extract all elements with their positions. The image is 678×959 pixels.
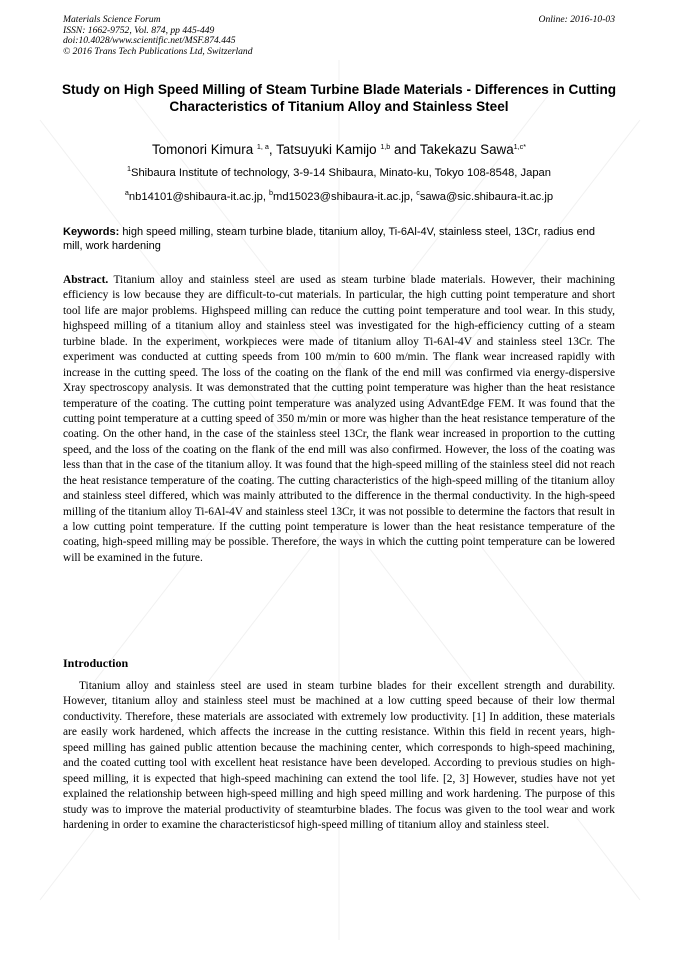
affiliation (40, 166, 638, 180)
affiliation-text: Shibaura Institute of technology, 3-9-14 Shibaura, Minato-ku, Tokyo 108-8548, Japan (130, 167, 551, 179)
journal-name: Materials Science Forum (63, 14, 161, 25)
author-list: Tomonori Kimura $^{1, a}$, Tatsuyuki Kamijo $^{1,b}$ and Takekazu Sawa$^{1,c*}$ (151, 142, 527, 157)
introduction-text: Titanium alloy and stainless steel are used in steam turbine blades for their excellent strength and durability. However, titanium alloy and stainless steel must be machined at a low cutting speed because of their low thermal conductivity. Therefore, these materials are associated with extremely low productivity. [1] In addition, these materials are easily work hardened, which affects the increase in the cutting resistance. Within this field in recent years, high-speed milling has gained public attention because the machining center, which corresponds to high-speed machining, and the coated cutting tool with excellent heat resistance have been developed. According to previous studies on high-speed milling, it is expected that high-speed machining can extend the tool life. [2, 3] However, studies have not yet explained the relationship between high-speed milling and high speed milling and work hardening. The purpose of this study was to improve the material productivity of steamturbine blades. The focus was given to the tool wear and work hardening in order to examine the characteristicsof high-speed milling of titanium alloy and stainless steel. (63, 680, 615, 831)
paper-title: Study on High Speed Milling of Steam Turbine Blade Materials - Differences in Cutting Characteristics of Titanium Alloy and Stainless Steel (61, 82, 617, 114)
online-date: Online: 2016-10-03 (538, 14, 615, 25)
email-list: $^a$nb14101@shibaura-it.ac.jp, $^b$md15023@shibaura-it.ac.jp, $^c$sawa@sic.shibaura-it.ac.jp (124, 188, 554, 203)
email-link[interactable]: nb14101@shibaura-it.ac.jp (128, 191, 263, 203)
author-sup: 1,b (380, 142, 391, 151)
email-link[interactable]: md15023@shibaura-it.ac.jp (273, 191, 411, 203)
affiliation-sup: 1 (126, 164, 131, 173)
email-link[interactable]: sawa@sic.shibaura-it.ac.jp (419, 191, 554, 203)
copyright-line: © 2016 Trans Tech Publications Ltd, Switzerland (63, 45, 253, 57)
abstract-text: Titanium alloy and stainless steel are used as steam turbine blade materials. However, their machining efficiency is low because they are difficult-to-cut materials. In particular, the high cutting point temperature and short tool life are major problems. Highspeed milling can reduce the cutting point temperature and tool wear. In this study, highspeed milling of a titanium alloy and stainless steel was investigated for the high-efficiency cutting of a steam turbine blade. In the experiment, workpieces were made of titanium alloy Ti-6Al-4V and stainless steel 13Cr. The experiment was conducted at cutting speeds from 100 m/min to 600 m/min. The flank wear increased rapidly with increase in the cutting speed. The loss of the coating on the flank of the end mill was confirmed via energy-dispersive Xray spectroscopy analysis. It was demonstrated that the cutting point temperature was higher than the heat resistance temperature of the coating. The cutting point temperature was analyzed using AdvantEdge FEM. It was found that the cutting point temperature at a cutting speed of 350 m/min or more was higher than the heat resistance temperature of the coating. On the other hand, in the case of the stainless steel 13Cr, the flank wear increased in proportion to the cutting speed, and the loss of the coating on the flank of the end mill was also confirmed. However, the loss of the coating was less than that in the case of the titanium alloy. It was found that the high-speed milling of the stainless steel did not reach the heat resistance temperature of the coating. The cutting characteristics of the high-speed milling of the titanium alloy and stainless steel differed, which was mainly attributed to the difference in the thermal conductivity. In the high-speed milling of the titanium alloy Ti-6Al-4V and stainless steel 13Cr, it was not possible to determine the factors that result in a low cutting point temperature. If the cutting point temperature is lower than the heat resistance temperature of the coating, high-speed milling may be possible. Therefore, the ways in which the cutting point temperature can be lowered will be examined in the future. (63, 274, 615, 564)
abstract-label: Abstract. (63, 274, 109, 286)
author-name: Takekazu Sawa (419, 142, 514, 157)
author-name: Tomonori Kimura (151, 142, 254, 157)
keywords-text: high speed milling, steam turbine blade, titanium alloy, Ti-6Al-4V, stainless steel, 13Cr, radius end mill, work hardening (63, 226, 595, 252)
introduction-heading: Introduction (63, 656, 129, 670)
doi-line: doi:10.4028/www.scientific.net/MSF.874.445 (63, 35, 236, 47)
abstract (63, 273, 615, 566)
keywords-label: Keywords: (63, 226, 120, 238)
author-name: Tatsuyuki Kamijo (276, 142, 377, 157)
author-sup: 1,c* (513, 142, 527, 151)
author-sup: 1, a (256, 142, 269, 151)
journal-header (63, 15, 615, 57)
keywords (63, 226, 615, 254)
issn-line: ISSN: 1662-9752, Vol. 874, pp 445-449 (63, 24, 215, 36)
